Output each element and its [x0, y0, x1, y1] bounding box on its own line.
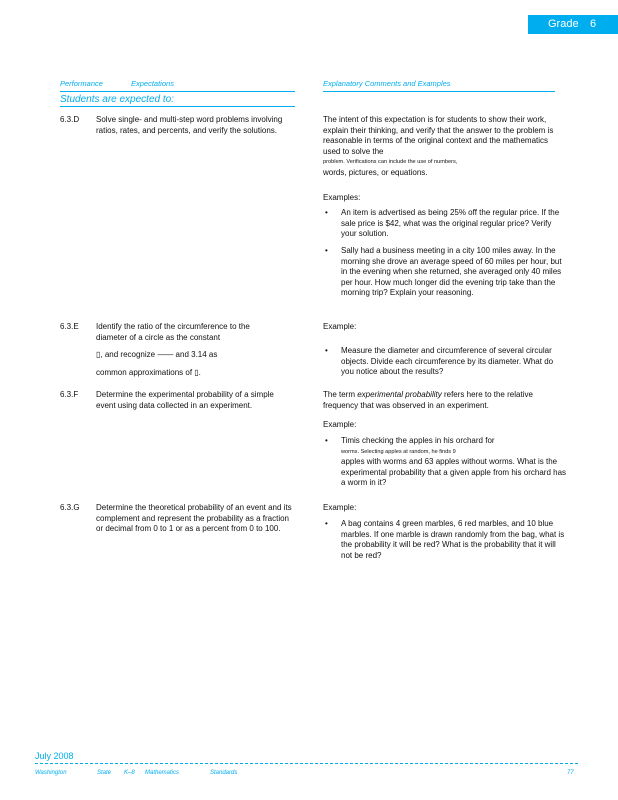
comment-main: The intent of this expectation is for students to show their work, explain their thinking, and verify that the answer to the problem is reasonable in terms of the original context and the mathematics used to solve the: [323, 115, 554, 156]
footer-date: July 2008: [35, 751, 74, 761]
footer-standards: Standards: [210, 770, 238, 776]
example-6-3-e-1: Measure the diameter and circumference of several circular objects. Divide each circumference by its diameter. What do you notice about the results?: [341, 346, 554, 376]
bullet-dot: •: [325, 208, 328, 217]
comment-small: problem. Verifications can include the use of numbers,: [323, 159, 458, 165]
footer-grades: K–8: [124, 770, 135, 776]
bullet-dot: •: [325, 436, 328, 445]
examples-label-6-3-e: Example:: [323, 322, 357, 331]
expectation-text-6-3-e-line3: common approximations of ▯.: [96, 368, 201, 377]
comment-6-3-f: [323, 390, 568, 411]
examples-label-6-3-d: Examples:: [323, 193, 361, 202]
footer-mathematics: Mathematics: [145, 770, 180, 776]
expectation-text-6-3-d: Solve single- and multi-step word problems involving ratios, rates, and percents, and verify the solutions.: [96, 115, 283, 135]
header-explanatory: Explanatory Comments and Examples: [323, 79, 451, 88]
expectation-code-6-3-e: 6.3.E: [60, 322, 79, 331]
examples-label-6-3-f: Example:: [323, 420, 357, 429]
comment-pre: The term: [323, 390, 358, 399]
header-expectations: Expectations: [131, 79, 174, 88]
bullet-dot: •: [325, 246, 328, 255]
example-small: worms. Selecting apples at random, he finds 9: [341, 448, 456, 455]
example-6-3-g-1: A bag contains 4 green marbles, 6 red marbles, and 10 blue marbles. If one marble is drawn randomly from the bag, what is the probability it will be red? What is the probability that it will not be red?: [341, 519, 565, 560]
expectation-code-6-3-f: 6.3.F: [60, 390, 79, 399]
grade-label: Grade: [548, 18, 579, 30]
comment-em: experimental probability: [357, 390, 442, 399]
comment-end: words, pictures, or equations.: [323, 167, 428, 177]
subheader-rule: [60, 106, 295, 107]
expectation-text-6-3-e: Identify the ratio of the circumference to the diameter of a circle as the constant: [96, 322, 250, 342]
grade-tab: [528, 15, 618, 34]
footer-state: State: [97, 770, 112, 776]
comment-6-3-d: [323, 115, 563, 178]
expectation-text-6-3-g: Determine the theoretical probability of an event and its complement and represent the probability as a fraction or decimal from 0 to 1 or as a percent from 0 to 100.: [96, 503, 292, 533]
example-6-3-d-1: An item is advertised as being 25% off the regular price. If the sale price is $42, what was the original regular price? Verify your solution.: [341, 208, 560, 238]
students-expected-heading: Students are expected to:: [60, 94, 174, 105]
bullet-dot: •: [325, 346, 328, 355]
example-start: Timis checking the apples in his orchard for: [341, 436, 495, 445]
expectation-text-6-3-e-line2: ▯, and recognize —— and 3.14 as: [96, 350, 218, 359]
expectation-code-6-3-g: 6.3.G: [60, 503, 80, 512]
expectation-code-6-3-d: 6.3.D: [60, 115, 80, 124]
header-rule-left: [60, 91, 295, 92]
footer-washington: Washington: [35, 770, 67, 776]
comment-post: refers here to the relative frequency that was observed in an experiment.: [323, 390, 533, 410]
example-end: apples with worms and 63 apples without worms. What is the experimental probability that a given apple from his orchard has a worm in it?: [341, 457, 567, 487]
expectation-text-6-3-f: Determine the experimental probability of a simple event using data collected in an experiment.: [96, 390, 274, 410]
grade-number: 6: [590, 18, 597, 30]
example-6-3-d-2: Sally had a business meeting in a city 100 miles away. In the morning she drove an average speed of 60 miles per hour, but in the evening when she returned, she averaged only 40 miles per hour. How much longer did the evening trip take than the morning trip? Explain your reasoning.: [341, 246, 562, 297]
examples-label-6-3-g: Example:: [323, 503, 357, 512]
footer-rule: [35, 763, 578, 764]
page-number: 77: [567, 770, 574, 776]
example-6-3-f-1: [341, 436, 566, 489]
header-performance: Performance: [60, 79, 103, 88]
header-rule-right: [323, 91, 555, 92]
bullet-dot: •: [325, 519, 328, 528]
